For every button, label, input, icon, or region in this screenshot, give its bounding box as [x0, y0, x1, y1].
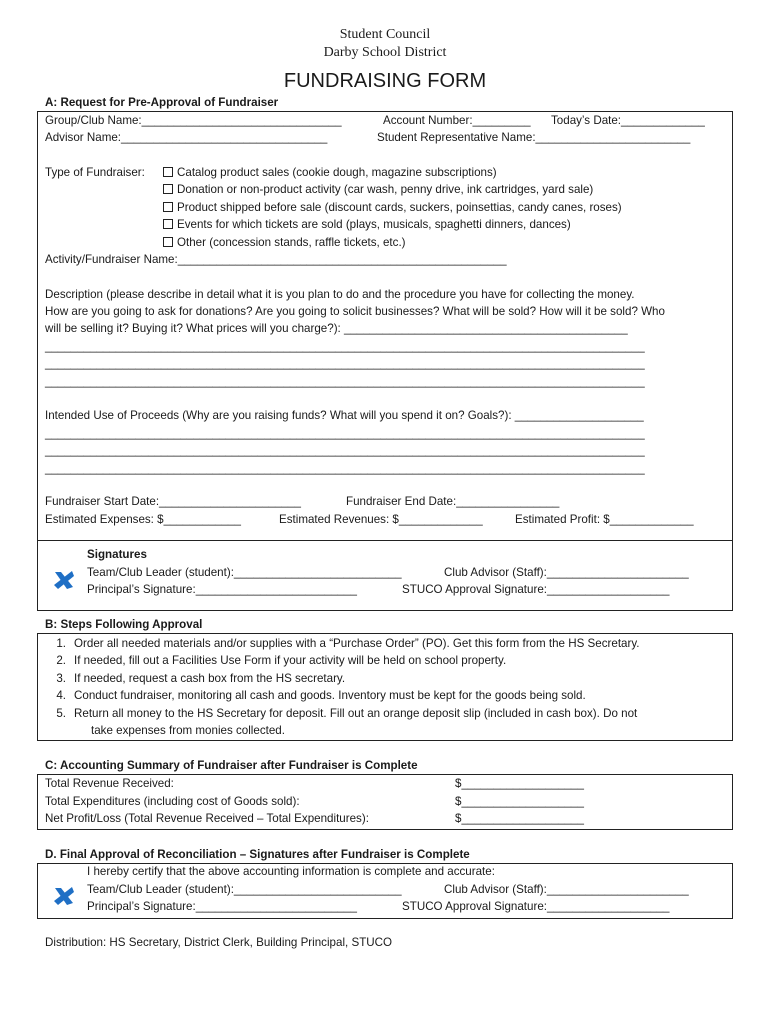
- principal-signature[interactable]: Principal’s Signature:_________________________: [87, 900, 357, 913]
- signatures-heading: Signatures: [87, 548, 147, 561]
- type-option[interactable]: Donation or non-product activity (car wash, penny drive, ink cartridges, yard sale): [163, 183, 593, 197]
- net-profit-label: Net Profit/Loss (Total Revenue Received – Total Expenditures):: [45, 812, 369, 825]
- proceeds-blank-line[interactable]: _____________________________________________________________________________________________: [45, 427, 645, 440]
- distribution-note: Distribution: HS Secretary, District Clerk, Building Principal, STUCO: [45, 936, 393, 949]
- club-advisor-signature[interactable]: Club Advisor (Staff):______________________: [444, 566, 689, 579]
- proceeds-blank-line[interactable]: _____________________________________________________________________________________________: [45, 444, 645, 457]
- step-item: 2. If needed, fill out a Facilities Use Form if your activity will be held on school property.: [56, 654, 507, 667]
- section-d-heading: D. Final Approval of Reconciliation – Signatures after Fundraiser is Complete: [45, 848, 470, 861]
- step-item: 1. Order all needed materials and/or supplies with a “Purchase Order” (PO). Get this form from the HS Secretary.: [56, 637, 640, 650]
- type-option[interactable]: Product shipped before sale (discount cards, suckers, poinsettias, candy canes, roses): [163, 201, 622, 215]
- step-item: 4. Conduct fundraiser, monitoring all cash and goods. Inventory must be kept for the goods being sold.: [56, 689, 586, 702]
- estimated-profit-field[interactable]: Estimated Profit: $_____________: [515, 513, 694, 526]
- type-of-fundraiser-label: Type of Fundraiser:: [45, 166, 145, 179]
- description-line: How are you going to ask for donations? Are you going to solicit businesses? What will be sold? How will it be sold? Who: [45, 305, 665, 318]
- section-a-heading: A: Request for Pre-Approval of Fundraiser: [45, 96, 279, 109]
- checkbox-icon[interactable]: [163, 219, 173, 229]
- page-title: FUNDRAISING FORM: [283, 70, 487, 92]
- estimated-revenues-field[interactable]: Estimated Revenues: $_____________: [279, 513, 483, 526]
- total-revenue-field[interactable]: $___________________: [455, 777, 584, 790]
- sign-here-icon: [50, 882, 78, 910]
- divider: [37, 540, 733, 541]
- checkbox-icon[interactable]: [163, 167, 173, 177]
- proceeds-line[interactable]: Intended Use of Proceeds (Why are you raising funds? What will you spend it on? Goals?): ____________________: [45, 409, 644, 422]
- total-expenditures-label: Total Expenditures (including cost of Goods sold):: [45, 795, 300, 808]
- type-option[interactable]: Events for which tickets are sold (plays, musicals, spaghetti dinners, dances): [163, 218, 571, 232]
- step-item: 3. If needed, request a cash box from the HS secretary.: [56, 672, 346, 685]
- checkbox-icon[interactable]: [163, 202, 173, 212]
- activity-name-field[interactable]: Activity/Fundraiser Name:___________________________________________________: [45, 253, 507, 266]
- advisor-name-field[interactable]: Advisor Name:________________________________: [45, 131, 328, 144]
- checkbox-icon[interactable]: [163, 237, 173, 247]
- step-item-continued: take expenses from monies collected.: [91, 724, 285, 737]
- description-blank-line[interactable]: _____________________________________________________________________________________________: [45, 375, 645, 388]
- sign-here-icon: [50, 566, 78, 594]
- section-b-heading: B: Steps Following Approval: [45, 618, 203, 631]
- section-c-heading: C: Accounting Summary of Fundraiser after Fundraiser is Complete: [45, 759, 418, 772]
- description-blank-line[interactable]: _____________________________________________________________________________________________: [45, 340, 645, 353]
- proceeds-blank-line[interactable]: _____________________________________________________________________________________________: [45, 462, 645, 475]
- estimated-expenses-field[interactable]: Estimated Expenses: $____________: [45, 513, 241, 526]
- type-option[interactable]: Catalog product sales (cookie dough, magazine subscriptions): [163, 166, 497, 180]
- end-date-field[interactable]: Fundraiser End Date:________________: [346, 495, 560, 508]
- description-line[interactable]: will be selling it? Buying it? What prices will you charge?): ____________________________________________: [45, 322, 628, 335]
- team-leader-signature[interactable]: Team/Club Leader (student):__________________________: [87, 566, 402, 579]
- start-date-field[interactable]: Fundraiser Start Date:______________________: [45, 495, 301, 508]
- stuco-signature[interactable]: STUCO Approval Signature:___________________: [402, 583, 670, 596]
- checkbox-icon[interactable]: [163, 184, 173, 194]
- total-revenue-label: Total Revenue Received:: [45, 777, 174, 790]
- step-item: 5. Return all money to the HS Secretary for deposit. Fill out an orange deposit slip (included in cash box). Do not: [56, 707, 638, 720]
- account-number-field[interactable]: Account Number:_________: [383, 114, 531, 127]
- total-expenditures-field[interactable]: $___________________: [455, 795, 584, 808]
- description-line: Description (please describe in detail what it is you plan to do and the procedure you have for collecting the money.: [45, 288, 635, 301]
- type-option[interactable]: Other (concession stands, raffle tickets, etc.): [163, 236, 406, 250]
- stuco-signature[interactable]: STUCO Approval Signature:___________________: [402, 900, 670, 913]
- certify-statement: I hereby certify that the above accounting information is complete and accurate:: [87, 865, 495, 878]
- district-name: Darby School District: [323, 45, 447, 60]
- todays-date-field[interactable]: Today’s Date:_____________: [551, 114, 705, 127]
- student-rep-field[interactable]: Student Representative Name:________________________: [377, 131, 691, 144]
- group-name-field[interactable]: Group/Club Name:_______________________________: [45, 114, 342, 127]
- net-profit-field[interactable]: $___________________: [455, 812, 584, 825]
- description-blank-line[interactable]: _____________________________________________________________________________________________: [45, 357, 645, 370]
- club-advisor-signature[interactable]: Club Advisor (Staff):______________________: [444, 883, 689, 896]
- org-name: Student Council: [339, 27, 431, 42]
- team-leader-signature[interactable]: Team/Club Leader (student):__________________________: [87, 883, 402, 896]
- principal-signature[interactable]: Principal’s Signature:_________________________: [87, 583, 357, 596]
